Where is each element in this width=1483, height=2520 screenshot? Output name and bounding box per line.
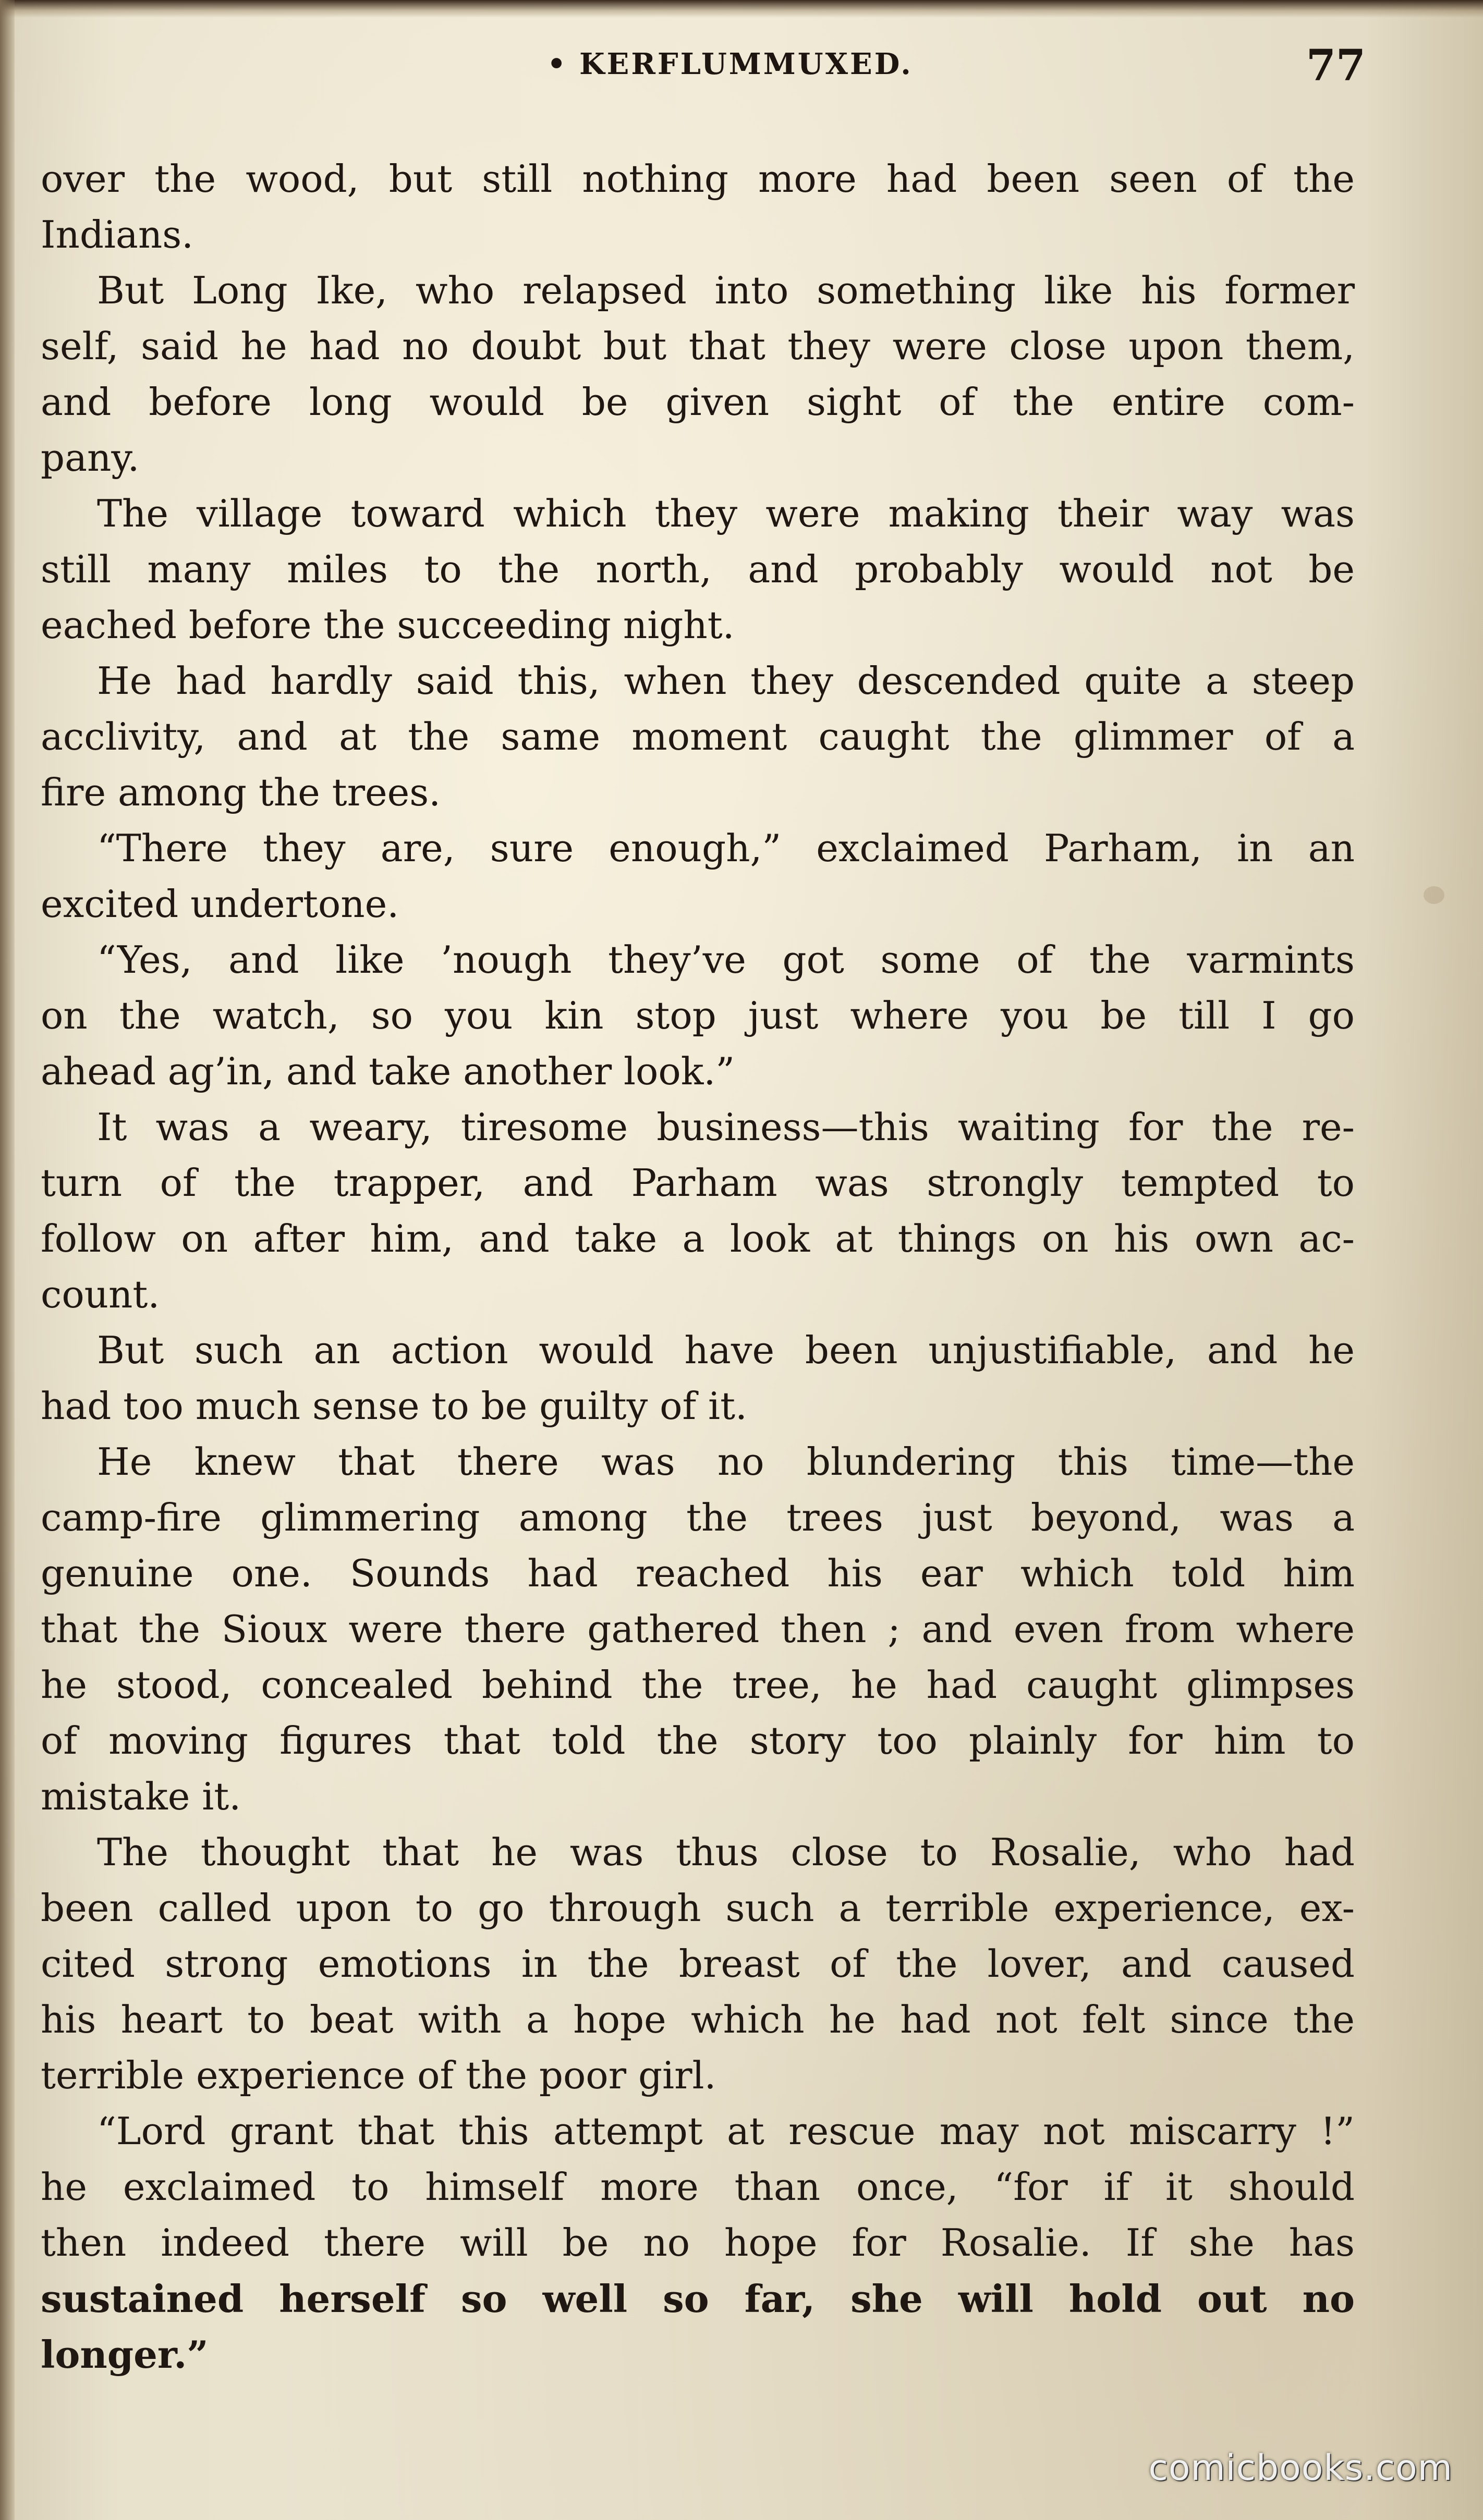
text-line: he stood, concealed behind the tree, he had caught glimpses xyxy=(41,1663,1355,1707)
text-line: sustained herself so well so far, she will hold out no xyxy=(41,2277,1355,2321)
text-line: Indians. xyxy=(41,213,194,256)
text-line: “There they are, sure enough,” exclaimed Parham, in an xyxy=(97,826,1355,870)
text-line: and before long would be given sight of the entire com- xyxy=(41,380,1355,424)
text-line: The village toward which they were making their way was xyxy=(97,492,1355,535)
text-line: “Lord grant that this attempt at rescue may not miscarry !” xyxy=(97,2109,1355,2153)
paragraph xyxy=(41,653,1355,821)
text-line: over the wood, but still nothing more had been seen of the xyxy=(41,157,1355,201)
text-line: fire among the trees. xyxy=(41,770,441,814)
running-head-bullet: • xyxy=(547,47,568,81)
text-line: on the watch, so you kin stop just where you be till I go xyxy=(41,994,1355,1037)
text-line: still many miles to the north, and probably would not be xyxy=(41,547,1355,591)
text-line: then indeed there will be no hope for Rosalie. If she has xyxy=(41,2221,1355,2265)
text-line: ahead ag’in, and take another look.” xyxy=(41,1049,735,1093)
text-line: excited undertone. xyxy=(41,882,399,926)
paragraph xyxy=(41,2103,1355,2382)
page-number: 77 xyxy=(1306,41,1366,91)
text-line: cited strong emotions in the breast of the lover, and caused xyxy=(41,1942,1355,1986)
text-line: terrible experience of the poor girl. xyxy=(41,2053,716,2097)
text-line: camp-fire glimmering among the trees just beyond, was a xyxy=(41,1496,1355,1539)
text-line: It was a weary, tiresome business—this waiting for the re- xyxy=(97,1105,1355,1149)
paragraph xyxy=(41,932,1355,1099)
text-line: He had hardly said this, when they descended quite a steep xyxy=(97,659,1355,703)
page-left-edge xyxy=(0,0,15,2520)
text-line: mistake it. xyxy=(41,1775,241,1818)
text-line: He knew that there was no blundering this time—the xyxy=(97,1440,1355,1484)
running-head-title: KERFLUMMUXED. xyxy=(579,47,913,81)
text-line: longer.” xyxy=(41,2332,209,2377)
text-line: that the Sioux were there gathered then ; and even from where xyxy=(41,1607,1355,1651)
text-line: genuine one. Sounds had reached his ear which told him xyxy=(41,1551,1355,1595)
text-line: of moving figures that told the story too plainly for him to xyxy=(41,1719,1355,1763)
text-line: count. xyxy=(41,1273,160,1316)
text-line: pany. xyxy=(41,436,140,480)
text-line: been called upon to go through such a terrible experience, ex- xyxy=(41,1886,1355,1930)
text-line: had too much sense to be guilty of it. xyxy=(41,1384,747,1428)
paragraph xyxy=(41,263,1355,486)
paragraph xyxy=(41,151,1355,263)
body-text xyxy=(41,151,1355,2382)
paragraph xyxy=(41,1825,1355,2103)
paragraph xyxy=(41,1323,1355,1434)
text-line: acclivity, and at the same moment caught the glimmer of a xyxy=(41,715,1355,759)
watermark: comicbooks.com xyxy=(1148,2448,1453,2489)
text-line: self, said he had no doubt but that they were close upon them, xyxy=(41,324,1355,368)
text-line: But Long Ike, who relapsed into something like his former xyxy=(97,268,1355,312)
paragraph xyxy=(41,1434,1355,1825)
running-head xyxy=(501,47,959,81)
text-line: his heart to beat with a hope which he had not felt since the xyxy=(41,1998,1355,2041)
text-line: The thought that he was thus close to Rosalie, who had xyxy=(97,1830,1355,1874)
paragraph xyxy=(41,1099,1355,1323)
paragraph xyxy=(41,486,1355,653)
paper-stain xyxy=(1424,886,1444,904)
paragraph xyxy=(41,821,1355,932)
page-top-edge xyxy=(0,0,1483,18)
text-line: eached before the succeeding night. xyxy=(41,603,735,647)
text-line: he exclaimed to himself more than once, “for if it should xyxy=(41,2165,1355,2209)
text-line: But such an action would have been unjustifiable, and he xyxy=(97,1328,1355,1372)
text-line: turn of the trapper, and Parham was strongly tempted to xyxy=(41,1161,1355,1205)
text-line: follow on after him, and take a look at things on his own ac- xyxy=(41,1217,1355,1261)
text-line: “Yes, and like ’nough they’ve got some of the varmints xyxy=(97,938,1355,982)
